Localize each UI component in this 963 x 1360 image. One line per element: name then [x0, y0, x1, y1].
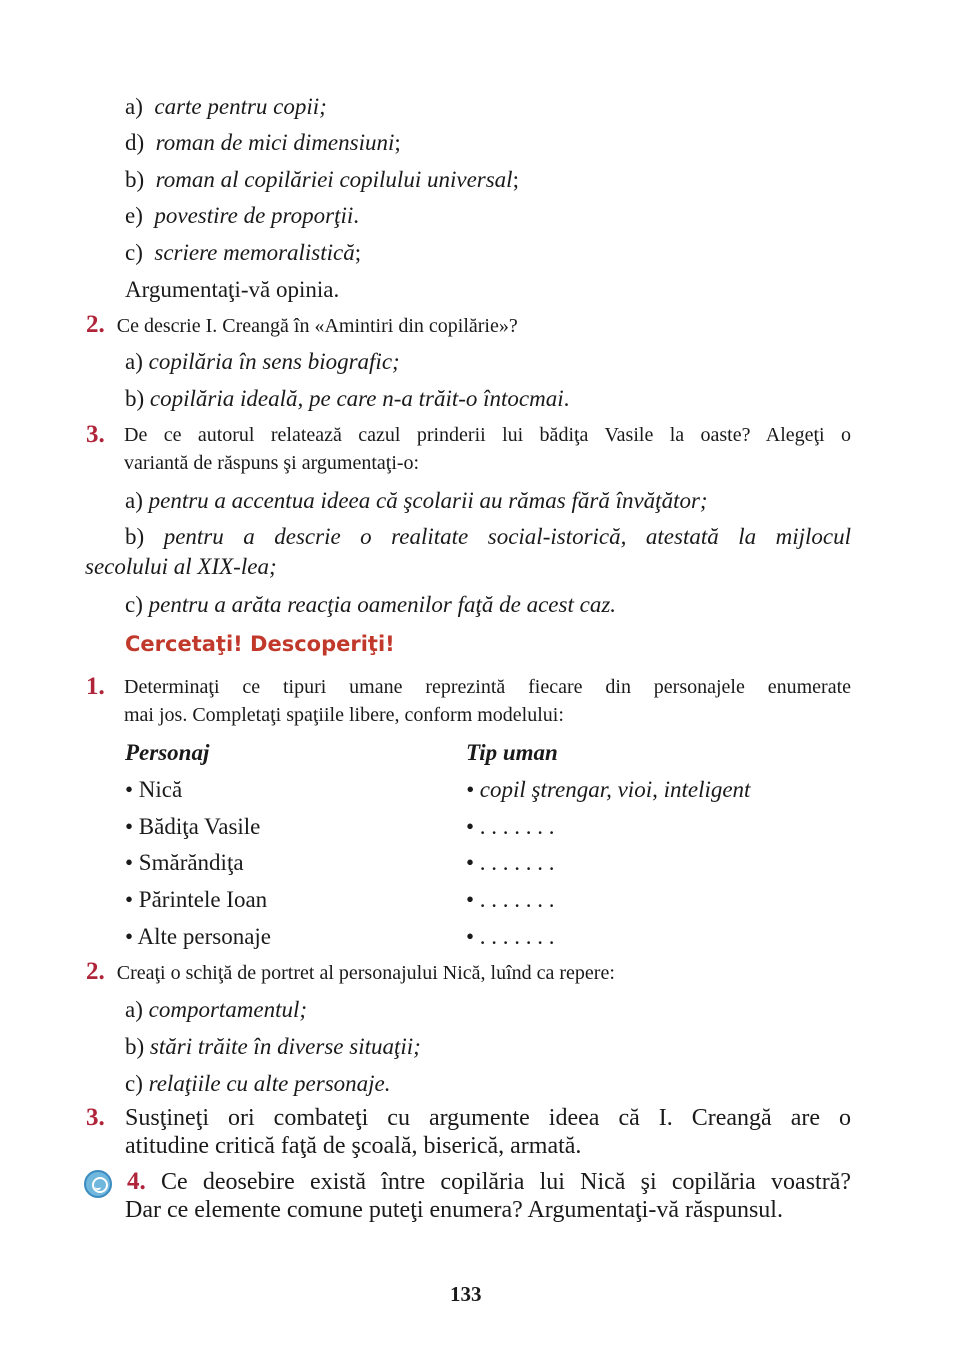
- option-b: b) roman al copilăriei copilului universal;: [125, 167, 519, 192]
- table-row-personaj: • Bădiţa Vasile: [125, 814, 261, 839]
- task-2: [86, 958, 615, 987]
- task-1-line-2: mai jos. Completaţi spaţiile libere, conform modelului:: [124, 704, 564, 726]
- q2-option-a: a) copilăria în sens biografic;: [125, 349, 400, 374]
- question-2: [86, 311, 518, 340]
- task-4: [127, 1168, 146, 1196]
- task-number: 2.: [86, 958, 105, 985]
- task-number: 3.: [86, 1104, 105, 1131]
- table-row-tip: • . . . . . . .: [466, 850, 555, 875]
- option-c: c) scriere memoralistică;: [125, 240, 362, 265]
- task-2-option-b: b) stări trăite în diverse situaţii;: [125, 1034, 421, 1059]
- child-face-icon: [84, 1170, 112, 1198]
- task-2-option-c: c) relaţiile cu alte personaje.: [125, 1071, 391, 1096]
- table-row-tip: • . . . . . . .: [466, 814, 555, 839]
- question-3: [86, 421, 105, 450]
- section-title: Cercetaţi! Descoperiţi!: [125, 632, 395, 656]
- q3-option-a: a) pentru a accentua ideea că şcolarii au rămas fără învăţător;: [125, 488, 708, 513]
- task-2-option-a: a) comportamentul;: [125, 997, 308, 1022]
- q3-option-c: c) pentru a arăta reacţia oamenilor faţă de acest caz.: [125, 592, 617, 617]
- table-row-personaj: • Smărăndiţa: [125, 850, 244, 875]
- task-4-line-2: Dar ce elemente comune puteţi enumera? Argumentaţi-vă răspunsul.: [125, 1197, 783, 1223]
- task-1-line-1: Determinaţi ce tipuri umane reprezintă fiecare din personajele enumerate: [124, 676, 851, 698]
- argue-line: Argumentaţi-vă opinia.: [125, 277, 340, 302]
- question-3-line-1: De ce autorul relatează cazul prinderii lui bădiţa Vasile la oaste? Alegeţi o: [124, 424, 851, 446]
- option-d: d) roman de mici dimensiuni;: [125, 130, 401, 155]
- task-1: [86, 673, 105, 702]
- table-row-personaj: • Nică: [125, 777, 183, 802]
- q3-option-b: b) pentru a descrie o realitate social-istorică, atestată la mijlocul: [125, 524, 851, 549]
- q2-option-b: b) copilăria ideală, pe care n-a trăit-o întocmai.: [125, 386, 570, 411]
- option-e: e) povestire de proporţii.: [125, 203, 360, 228]
- table-row-tip: • . . . . . . .: [466, 887, 555, 912]
- q3-option-b-continued: secolului al XIX-lea;: [85, 554, 277, 579]
- page-number: 133: [450, 1282, 482, 1306]
- column-header-personaj: Personaj: [125, 740, 210, 765]
- task-3-line-1: Susţineţi ori combateţi cu argumente ideea că I. Creangă are o: [125, 1105, 851, 1131]
- table-row-personaj: • Alte personaje: [125, 924, 272, 949]
- option-a: a) carte pentru copii;: [125, 94, 327, 119]
- table-row-tip: • . . . . . . .: [466, 924, 555, 949]
- task-number: 1.: [86, 673, 105, 700]
- table-row-tip: • copil ştrengar, vioi, inteligent: [466, 777, 751, 802]
- question-number: 3.: [86, 421, 105, 448]
- question-3-line-2: variantă de răspuns şi argumentaţi-o:: [124, 452, 420, 474]
- table-row-personaj: • Părintele Ioan: [125, 887, 268, 912]
- question-number: 2.: [86, 311, 105, 338]
- task-3: [86, 1104, 105, 1132]
- question-text: Ce descrie I. Creangă în «Amintiri din copilărie»?: [116, 315, 518, 337]
- column-header-tip-uman: Tip uman: [466, 740, 558, 765]
- task-number: 4.: [127, 1168, 146, 1195]
- task-3-line-2: atitudine critică faţă de şcoală, biserică, armată.: [125, 1133, 582, 1159]
- task-4-line-1: Ce deosebire există între copilăria lui Nică şi copilăria voastră?: [161, 1169, 851, 1195]
- task-text: Creaţi o schiţă de portret al personajului Nică, luînd ca repere:: [116, 962, 615, 984]
